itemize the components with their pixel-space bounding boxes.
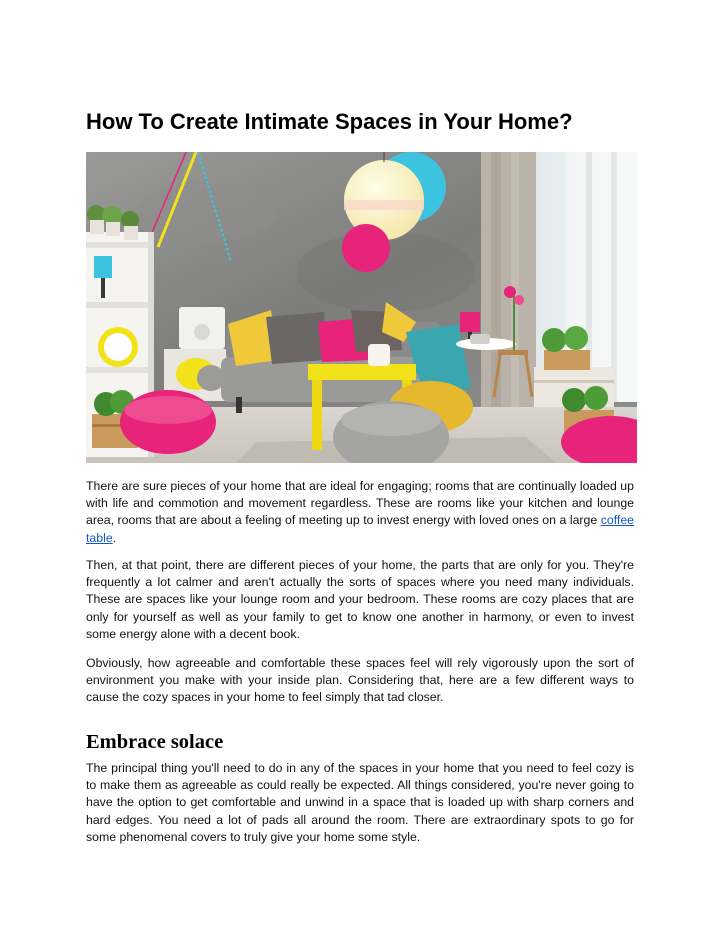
intro-text-end: .: [112, 530, 117, 545]
body-paragraph-3: Obviously, how agreeable and comfortable these spaces feel will rely vigorously upon the sort of environment you make with your inside plan. Considering that, here are a few different ways to cause the cozy spaces in your home to feel simply that tad closer.: [86, 656, 634, 705]
section-paragraph: The principal thing you'll need to do in any of the spaces in your home that you need to feel cozy is to make them as agreeable as could really be expected. All things considered, you're never going to have the option to get comfortable and unwind in a space that is loaded up with sharp corners and hard edges. You need a lot of pads all around the room. There are extraordinary spots to go for some phenomenal covers to truly give your home some style.: [86, 761, 634, 844]
intro-text: There are sure pieces of your home that are ideal for engaging; rooms that are continually loaded up with life and commotion and movement regardless. These are rooms like your kitchen and lounge area, rooms that are about a feeling of meeting up to invest energy with loved ones on a large: [86, 479, 634, 528]
section-heading: Embrace solace: [86, 731, 224, 753]
living-room-photo-icon: [86, 152, 637, 463]
coffee-table-link[interactable]: coffee table: [86, 513, 634, 545]
body-paragraph-2: Then, at that point, there are different pieces of your home, the parts that are only for you. They're frequently a lot calmer and aren't actually the sorts of spaces where you need many individuals. These are spaces like your lounge room and your bedroom. These rooms are cozy places that are only for yourself as well as your family to get to know one another in harmony, or even to invest some energy alone with a decent book.: [86, 558, 634, 641]
hero-image: [86, 152, 637, 463]
intro-paragraph: [86, 478, 634, 547]
page-title: How To Create Intimate Spaces in Your Home?: [86, 109, 573, 134]
